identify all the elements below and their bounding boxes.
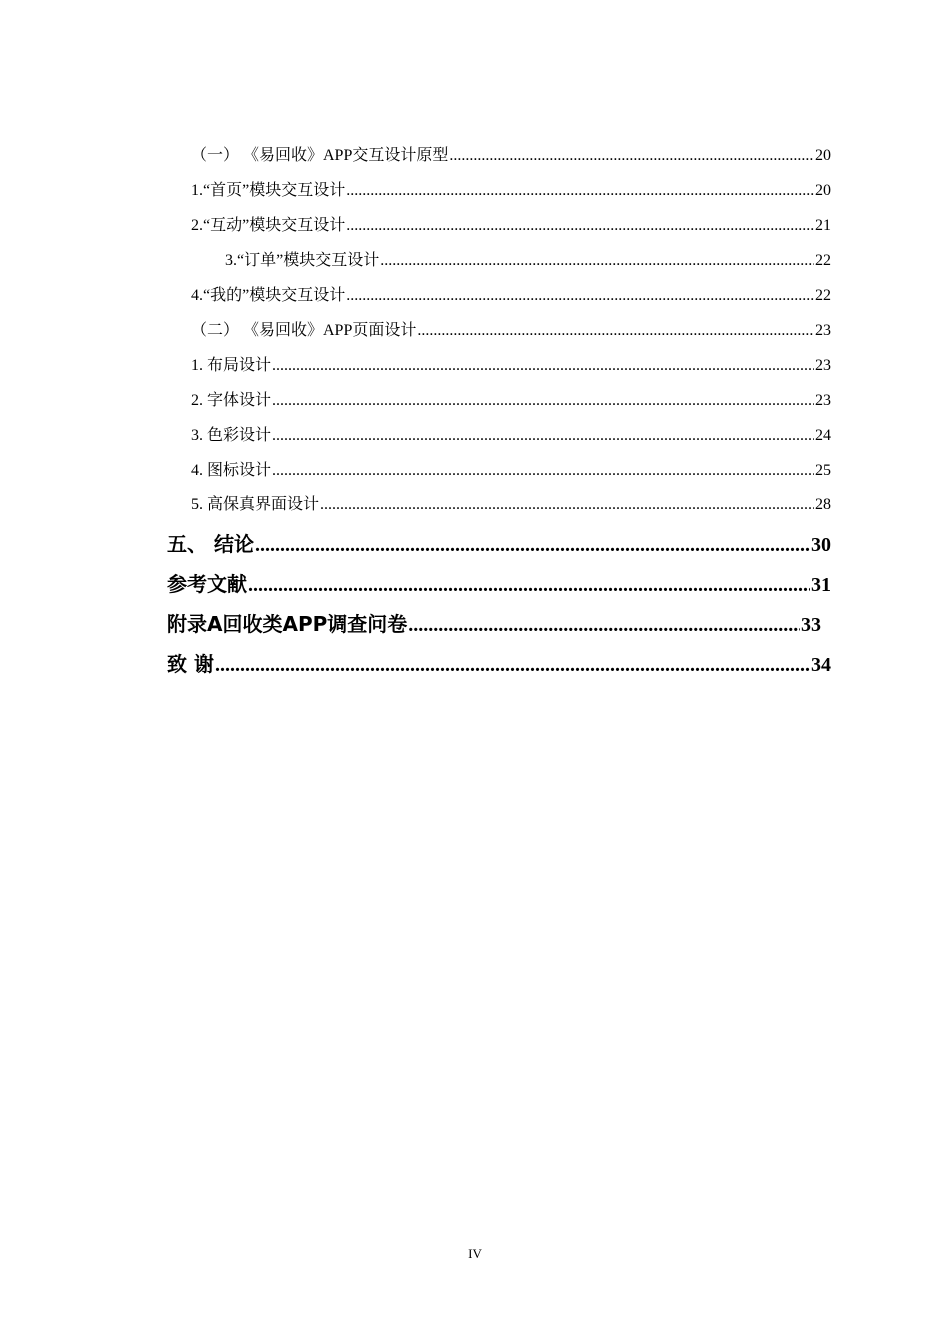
page-footer-number: IV xyxy=(468,1246,482,1261)
toc-entry-page: 20 xyxy=(815,182,831,199)
toc-entry-home-module[interactable] xyxy=(191,180,831,202)
toc-entry-title: 致 谢 xyxy=(167,652,214,676)
toc-entry-title: 2. 字体设计 xyxy=(191,392,272,409)
toc-entry-title: 4.“我的”模块交互设计 xyxy=(191,287,346,304)
toc-entry-title: 1. 布局设计 xyxy=(191,357,272,374)
toc-entry-page: 24 xyxy=(815,427,831,444)
toc-entry-font-design[interactable] xyxy=(191,390,831,412)
toc-leader xyxy=(272,425,814,447)
toc-entry-order-module[interactable] xyxy=(225,250,831,272)
toc-entry-page: 33 xyxy=(801,614,821,636)
toc-entry-page: 22 xyxy=(815,287,831,304)
toc-entry-hifi-design[interactable] xyxy=(191,494,831,516)
toc-entry-appendix-a[interactable] xyxy=(167,610,821,638)
toc-leader xyxy=(380,250,814,272)
toc-entry-layout-design[interactable] xyxy=(191,355,831,377)
toc-leader xyxy=(272,460,814,482)
toc-leader xyxy=(346,285,814,307)
toc-entry-page: 20 xyxy=(815,147,831,164)
toc-leader xyxy=(255,531,810,559)
toc-entry-title: 3.“订单”模块交互设计 xyxy=(225,252,380,269)
toc-entry-title: （二） 《易回收》APP页面设计 xyxy=(191,322,417,339)
toc-entry-page: 23 xyxy=(815,357,831,374)
toc-entry-mine-module[interactable] xyxy=(191,285,831,307)
toc-entry-title: 4. 图标设计 xyxy=(191,462,272,479)
toc-entry-interaction-prototype[interactable] xyxy=(191,145,831,167)
toc-entry-page: 21 xyxy=(815,217,831,234)
toc-leader xyxy=(417,320,814,342)
toc-entry-page: 31 xyxy=(811,574,831,596)
toc-entry-page: 22 xyxy=(815,252,831,269)
toc-entry-interact-module[interactable] xyxy=(191,215,831,237)
toc-leader xyxy=(346,215,814,237)
toc-entry-title: 附录A回收类APP调查问卷 xyxy=(167,612,408,636)
toc-entry-title: 五、 结论 xyxy=(167,532,254,556)
toc-leader xyxy=(215,651,810,679)
toc-leader xyxy=(320,494,814,516)
toc-entry-title: 3. 色彩设计 xyxy=(191,427,272,444)
toc-entry-conclusion[interactable] xyxy=(167,530,831,558)
toc-leader xyxy=(272,355,814,377)
toc-entry-page: 34 xyxy=(811,654,831,676)
toc-entry-acknowledgements[interactable] xyxy=(167,650,831,678)
toc-entry-page: 25 xyxy=(815,462,831,479)
toc-leader xyxy=(272,390,814,412)
toc-leader xyxy=(408,611,800,639)
toc-entry-page-design[interactable] xyxy=(191,320,831,342)
toc-leader xyxy=(449,145,814,167)
toc-entry-title: 1.“首页”模块交互设计 xyxy=(191,182,346,199)
toc-entry-page: 28 xyxy=(815,496,831,513)
toc-entry-title: 2.“互动”模块交互设计 xyxy=(191,217,346,234)
toc-entry-color-design[interactable] xyxy=(191,425,831,447)
toc-entry-title: 5. 高保真界面设计 xyxy=(191,496,320,513)
toc-entry-title: （一） 《易回收》APP交互设计原型 xyxy=(191,147,449,164)
toc-leader xyxy=(346,180,814,202)
toc-entry-references[interactable] xyxy=(167,570,831,598)
toc-entry-icon-design[interactable] xyxy=(191,460,831,482)
toc-entry-title: 参考文献 xyxy=(167,572,247,596)
toc-entry-page: 23 xyxy=(815,322,831,339)
toc-entry-page: 23 xyxy=(815,392,831,409)
toc-entry-page: 30 xyxy=(811,534,831,556)
toc-leader xyxy=(248,571,810,599)
